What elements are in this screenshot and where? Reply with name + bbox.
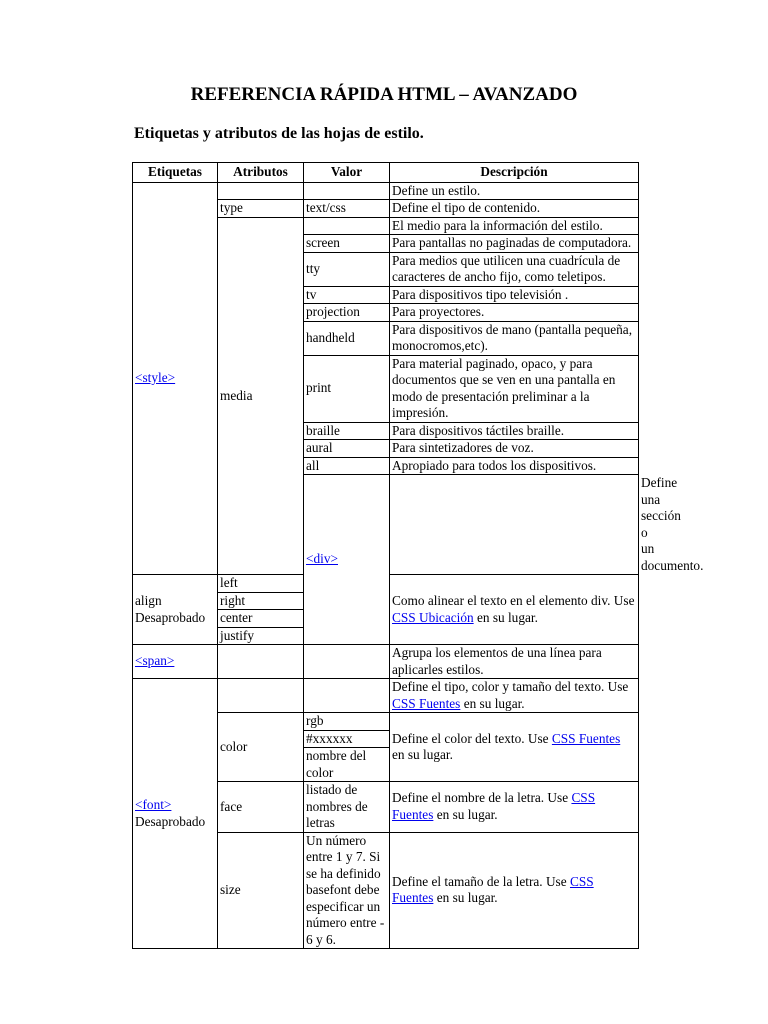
desc-cell: Para dispositivos tipo televisión . (390, 286, 639, 304)
value-cell (304, 645, 390, 679)
value-cell: handheld (304, 321, 390, 355)
section-title: Etiquetas y atributos de las hojas de estilo. (134, 125, 424, 142)
font-desc: Define el tipo, color y tamaño del texto. Use (392, 679, 629, 694)
table-row: <div> Define una sección o un documento. (133, 475, 639, 575)
attr-cell (218, 182, 304, 200)
page-title: REFERENCIA RÁPIDA HTML – AVANZADO (190, 84, 578, 105)
table-row (133, 679, 639, 713)
tag-cell-style (133, 182, 218, 575)
value-cell: text/css (304, 200, 390, 218)
desc-cell: Para dispositivos de mano (pantalla pequeña, monocromos,etc). (390, 321, 639, 355)
font-note: Desaprobado (135, 813, 206, 829)
face-desc-end: en su lugar. (436, 806, 498, 822)
desc-cell: Para proyectores. (390, 304, 639, 322)
css-fuentes-link[interactable]: CSS Fuentes (392, 873, 594, 906)
value-cell: nombre del color (304, 748, 390, 782)
attr-cell-color: color (218, 713, 304, 782)
value-cell: projection (304, 304, 390, 322)
value-cell: Un número entre 1 y 7. Si se ha definido basefont debe especificar un número entre - 6 y 6. (304, 832, 390, 949)
value-cell: listado de nombres de letras (304, 782, 390, 833)
table-row (133, 182, 639, 200)
value-cell (304, 182, 390, 200)
attr-cell (390, 475, 639, 575)
desc-cell: Apropiado para todos los dispositivos. (390, 457, 639, 475)
value-cell: right (218, 592, 304, 610)
attr-cell-size: size (218, 832, 304, 949)
face-desc: Define el nombre de la letra. Use (392, 790, 569, 806)
size-desc: Define el tamaño de la letra. Use (392, 873, 567, 889)
align-desc-end: en su lugar. (476, 609, 538, 625)
attr-cell (218, 679, 304, 713)
attr-align-note: Desaprobado (135, 609, 206, 625)
attr-cell-face: face (218, 782, 304, 833)
value-cell: #xxxxxx (304, 730, 390, 748)
desc-cell: Para pantallas no paginadas de computadora. (390, 235, 639, 253)
header-valor: Valor (304, 163, 390, 183)
color-desc-end: en su lugar. (392, 747, 453, 762)
tag-cell-div (304, 475, 390, 645)
attr-cell (218, 645, 304, 679)
table-header-row (133, 163, 639, 183)
value-cell: braille (304, 422, 390, 440)
size-desc-end: en su lugar. (436, 890, 498, 906)
value-cell (304, 217, 390, 235)
value-cell (304, 679, 390, 713)
desc-cell: El medio para la información del estilo. (390, 217, 639, 235)
tag-link-span[interactable]: <span> (135, 653, 175, 669)
desc-cell: Define el tipo de contenido. (390, 200, 639, 218)
desc-cell: Agrupa los elementos de una línea para aplicarles estilos. (390, 645, 639, 679)
desc-cell: Para medios que utilicen una cuadrícula de caracteres de ancho fijo, como teletipos. (390, 252, 639, 286)
attr-cell-media: media (218, 217, 304, 575)
desc-cell: Para sintetizadores de voz. (390, 440, 639, 458)
value-cell: all (304, 457, 390, 475)
css-ubicacion-link[interactable]: CSS Ubicación (392, 609, 474, 625)
value-cell: rgb (304, 713, 390, 731)
value-cell: justify (218, 627, 304, 645)
color-desc: Define el color del texto. Use (392, 730, 549, 746)
value-cell: screen (304, 235, 390, 253)
tag-link-div[interactable]: <div> (306, 551, 338, 567)
desc-cell-color (390, 713, 639, 782)
value-cell: left (218, 575, 304, 593)
align-desc: Como alinear el texto en el elemento div. Use (392, 593, 635, 608)
value-cell: center (218, 610, 304, 628)
table-row (133, 645, 639, 679)
header-descripcion: Descripción (390, 163, 639, 183)
desc-cell-align (390, 575, 639, 645)
css-fuentes-link[interactable]: CSS Fuentes (392, 790, 596, 822)
tag-link-style[interactable]: <style> (135, 370, 176, 385)
value-cell: aural (304, 440, 390, 458)
css-fuentes-link[interactable]: CSS Fuentes (392, 695, 461, 711)
css-fuentes-link[interactable]: CSS Fuentes (551, 730, 621, 746)
value-cell: tv (304, 286, 390, 304)
tag-cell-span (133, 645, 218, 679)
desc-cell-size (390, 832, 639, 949)
attr-cell-align (133, 575, 218, 645)
value-cell: print (304, 355, 390, 422)
desc-cell (390, 679, 639, 713)
attr-align: align (135, 593, 162, 608)
tag-cell-font (133, 679, 218, 949)
attr-cell: type (218, 200, 304, 218)
reference-table (132, 162, 704, 949)
header-etiquetas: Etiquetas (133, 163, 218, 183)
value-cell: tty (304, 252, 390, 286)
desc-cell: Para material paginado, opaco, y para documentos que se ven en una pantalla en modo de presentación preliminar a la impresión. (390, 355, 639, 422)
desc-cell: Para dispositivos táctiles braille. (390, 422, 639, 440)
tag-link-font[interactable]: <font> (135, 797, 172, 812)
header-atributos: Atributos (218, 163, 304, 183)
desc-cell: Define un estilo. (390, 182, 639, 200)
desc-cell-face (390, 782, 639, 833)
font-desc-end: en su lugar. (463, 695, 525, 711)
